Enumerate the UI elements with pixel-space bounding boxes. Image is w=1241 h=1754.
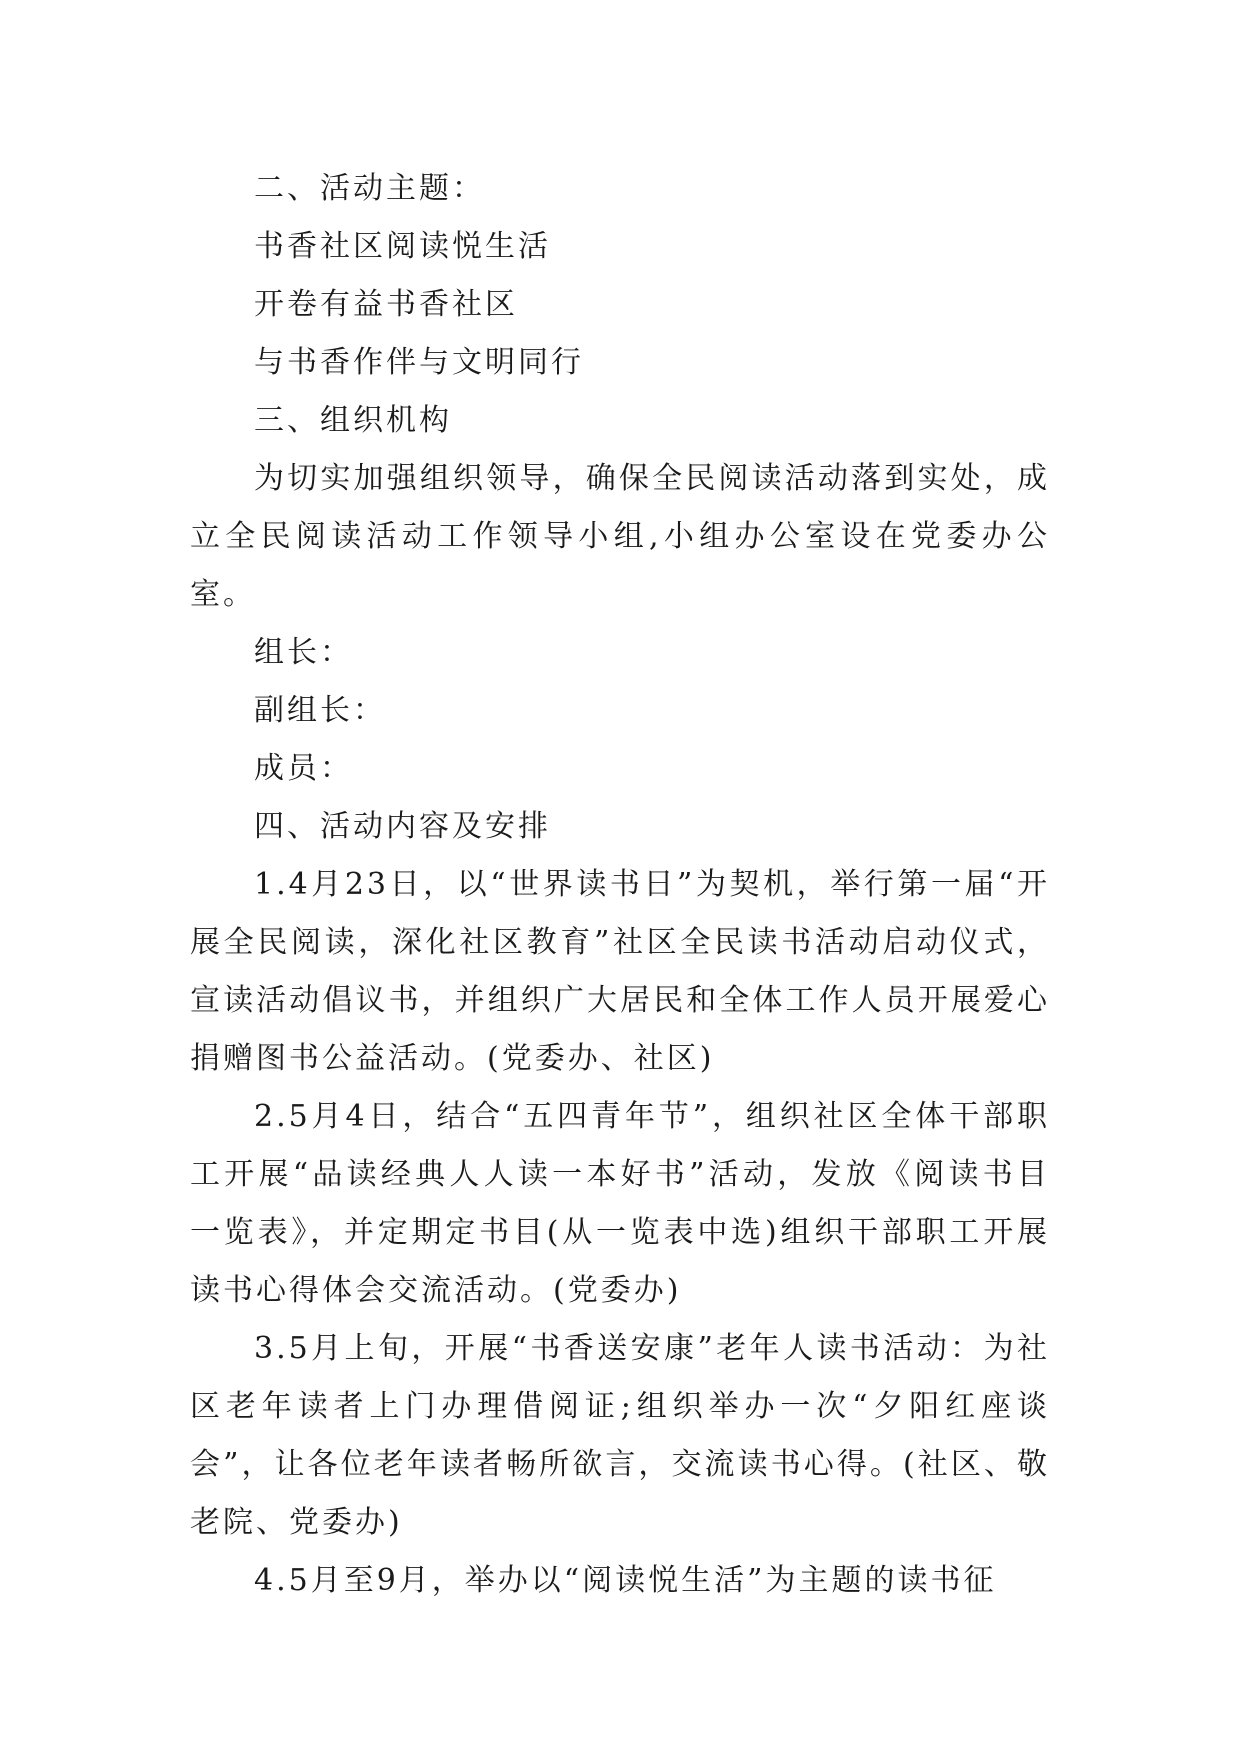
activity-item-2: 2.5月4日，结合“五四青年节”，组织社区全体干部职工开展“品读经典人人读一本好书”活动，发放《阅读书目一览表》，并定期定书目(从一览表中选)组织干部职工开展读书心得体会交流活动。(党委办) (190, 1099, 1050, 1308)
activity-item-3: 3.5月上旬，开展“书香送安康”老年人读书活动：为社区老年读者上门办理借阅证;组织举办一次“夕阳红座谈会”，让各位老年读者畅所欲言，交流读书心得。(社区、敬老院、党委办) (190, 1331, 1050, 1540)
theme-slogan: 与书香作伴与文明同行 (254, 345, 584, 380)
activity-item-1: 1.4月23日，以“世界读书日”为契机，举行第一届“开展全民阅读，深化社区教育”社区全民读书活动启动仪式，宣读活动倡议书，并组织广大居民和全体工作人员开展爱心捐赠图书公益活动。(党委办、社区) (190, 867, 1050, 1076)
organization-paragraph: 为切实加强组织领导，确保全民阅读活动落到实处，成立全民阅读活动工作领导小组,小组办公室设在党委办公室。 (190, 461, 1050, 612)
group-leader-line: 组长： (254, 635, 353, 670)
deputy-leader-line: 副组长： (254, 693, 386, 728)
theme-slogan: 书香社区阅读悦生活 (254, 229, 551, 264)
section-heading-activities: 四、活动内容及安排 (254, 809, 551, 844)
members-line: 成员： (254, 751, 353, 786)
activity-item-4: 4.5月至9月，举办以“阅读悦生活”为主题的读书征 (254, 1563, 997, 1598)
document-page (190, 160, 1050, 1610)
section-heading-organization: 三、组织机构 (254, 403, 452, 438)
section-heading-theme: 二、活动主题： (254, 171, 485, 206)
theme-slogan: 开卷有益书香社区 (254, 287, 518, 322)
